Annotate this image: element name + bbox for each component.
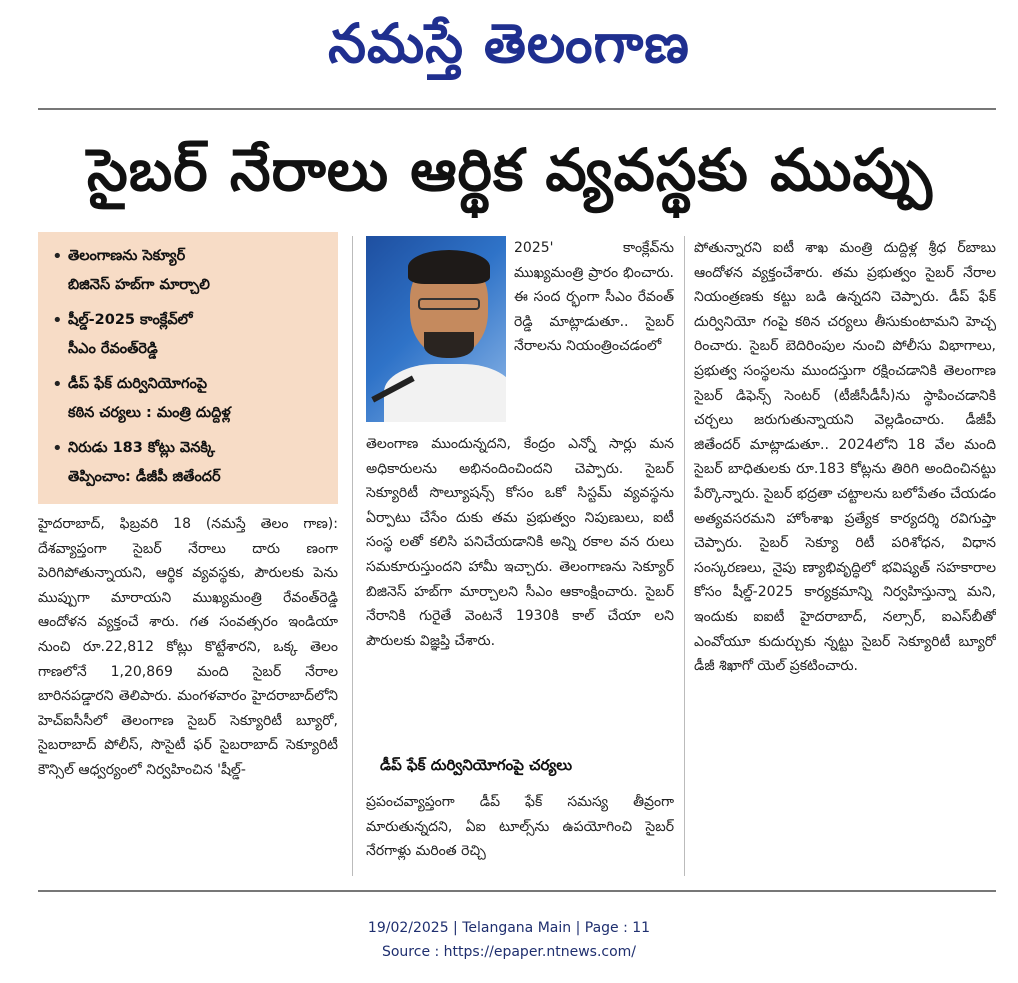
highlight-text: షీల్డ్-2025 కాంక్లేవ్‌లో సీఎం రేవంత్‌రెడ్డి: [68, 312, 193, 357]
highlight-text: నిరుడు 183 కోట్లు వెనక్కి తెప్పించాం: డీజీపీ జితేందర్: [68, 440, 221, 485]
highlight-item: [52, 370, 330, 428]
photo-glasses: [418, 298, 480, 310]
highlight-text: తెలంగాణను సెక్యూర్ బిజినెస్ హబ్‌గా మార్చాలి: [68, 248, 210, 293]
footer-source: Source : https://epaper.ntnews.com/: [381, 944, 637, 960]
bullet-icon: •: [52, 246, 63, 267]
masthead-divider: [38, 108, 996, 110]
article-column-1: హైదరాబాద్, ఫిబ్రవరి 18 (నమస్తే తెలం గాణ): దేశవ్యాప్తంగా సైబర్ నేరాలు దారు ణంగా పెరిగిపోతున్నాయని, ఆర్థిక వ్యవస్థకు, పౌరులకు పెను ముప్పుగా మారాయని ముఖ్యమంత్రి రేవంత్‌రెడ్డి ఆందోళన వ్యక్తంచే శారు. గత సంవత్సరం ఇండియా నుంచి రూ.22,812 కోట్లు కొట్టేశారని, ఒక్క తెలం గాణలోనే 1,20,869 మంది సైబర్ నేరాల బారినపడ్డారని తెలిపారు. మంగళవారం హైదరాబాద్‌లోని హెచ్ఐసీసీలో తెలంగాణ సైబర్ సెక్యూరిటీ బ్యూరో, సైబరాబాద్ పోలీస్, సొసైటీ ఫర్ సైబరాబాద్ సెక్యూరిటీ కౌన్సిల్ ఆధ్వర్యంలో నిర్వహించిన 'షీల్డ్-: [38, 516, 338, 778]
bullet-icon: •: [52, 438, 63, 459]
article-column-2-middle: తెలంగాణ ముందున్నదని, కేంద్రం ఎన్నో సార్లు మన అధికారులను అభినందించిందని చెప్పారు. సైబర్ సెక్యూరిటీ సొల్యూషన్స్ కోసం ఒకో సిస్టమ్ వ్యవస్థను ఏర్పాటు చేసేం దుకు తమ ప్రభుత్వం నిపుణులు, ఐటీ సంస్థ లతో కలిసి పనిచేయడానికి అన్ని రకాల వన రులు సమకూరుస్తుందని హామీ ఇచ్చారు. తెలంగాణను సెక్యూర్ బిజినెస్ హబ్‌గా మార్చాలని సీఎం ఆకాంక్షించారు. సైబర్ నేరానికి గురైతే వెంటనే 1930కి కాల్ చేయా లని పౌరులకు విజ్ఞప్తి చేశారు.: [366, 436, 674, 649]
column-divider: [352, 236, 353, 876]
highlight-item: [52, 434, 330, 492]
newspaper-masthead: నమస్తే తెలంగాణ: [328, 12, 690, 75]
bullet-icon: •: [52, 374, 63, 395]
article-column-3: పోతున్నారని ఐటీ శాఖ మంత్రి దుద్దిళ్ల శ్రీధ ర్‌బాబు ఆందోళన వ్యక్తంచేశారు. తమ ప్రభుత్వం సైబర్ నేరాల నియంత్రణకు కట్టు బడి ఉన్నదని చెప్పారు. డీప్ ఫేక్ దుర్వినియో గంపై కఠిన చర్యలు తీసుకుంటామని హెచ్చ రించారు. సైబర్ బెదిరింపుల నుంచి పోలీసు విభాగాలు, ప్రభుత్వ సంస్థలను ముందస్తుగా రక్షించడానికి తెలంగాణ సైబర్ డిఫెన్స్ సెంటర్ (టీజీసీడీసీ)ను స్థాపించడానికి చర్చలు జరుగుతున్నాయని వెల్లడించారు. డీజీపీ జితేందర్ మాట్లాడుతూ.. 2024లోని 18 వేల మంది సైబర్ బాధితులకు రూ.183 కోట్లను తిరిగి అందించినట్టు పేర్కొన్నారు. సైబర్ భద్రతా చట్టాలను బలోపేతం చేయడం అత్యవసరమని హోంశాఖ ప్రత్యేక కార్యదర్శి రవిగుప్తా చెప్పారు. సైబర్ సెక్యూ రిటీ పరిశోధన, విధాన సంస్కరణలు, నైపు ణ్యాభివృద్ధిలో భవిష్యత్ సహకారాల కోసం షీల్డ్-2025 కార్యక్రమాన్ని నిర్వహిస్తున్నా మని, ఇందుకు ఐఐటీ హైదరాబాద్, నల్సార్, ఐఎస్‌బీతో ఎంవోయూ కుదుర్చుకు న్నట్టు సైబర్ సెక్యూరిటీ బ్యూరో డీజీ శిఖాగో యెల్ ప్రకటించారు.: [694, 240, 996, 675]
article-headline: సైబర్ నేరాలు ఆర్థిక వ్యవస్థకు ముప్పు: [87, 136, 933, 204]
highlight-item: [52, 242, 330, 300]
footer-divider: [38, 890, 996, 892]
article-subheading: డీప్ ఫేక్ దుర్వినియోగంపై చర్యలు: [380, 756, 573, 774]
highlight-text: డీప్ ఫేక్ దుర్వినియోగంపై కఠిన చర్యలు : మంత్రి దుద్దిళ్ల: [68, 376, 231, 421]
cm-portrait-photo: [366, 236, 506, 422]
column-divider: [684, 236, 685, 876]
highlights-box: [38, 232, 338, 504]
footer-date-page: 19/02/2025 | Telangana Main | Page : 11: [367, 920, 651, 936]
photo-beard: [424, 332, 474, 358]
highlight-item: [52, 306, 330, 364]
bullet-icon: •: [52, 310, 63, 331]
photo-shirt: [384, 364, 506, 422]
photo-hair: [408, 250, 490, 284]
article-column-2-bottom: ప్రపంచవ్యాప్తంగా డీప్ ఫేక్ సమస్య తీవ్రంగా మారుతున్నదని, ఏఐ టూల్స్‌ను ఉపయోగించి సైబర్ నేరగాళ్లు మరింత రెచ్చి: [366, 794, 674, 860]
article-column-2-top: 2025' కాంక్లేవ్‌ను ముఖ్యమంత్రి ప్రారం భించారు. ఈ సంద ర్భంగా సీఎం రేవంత్ రెడ్డి మాట్లాడుతూ.. సైబర్ నేరాలను నియంత్రించడంలో: [514, 240, 674, 355]
